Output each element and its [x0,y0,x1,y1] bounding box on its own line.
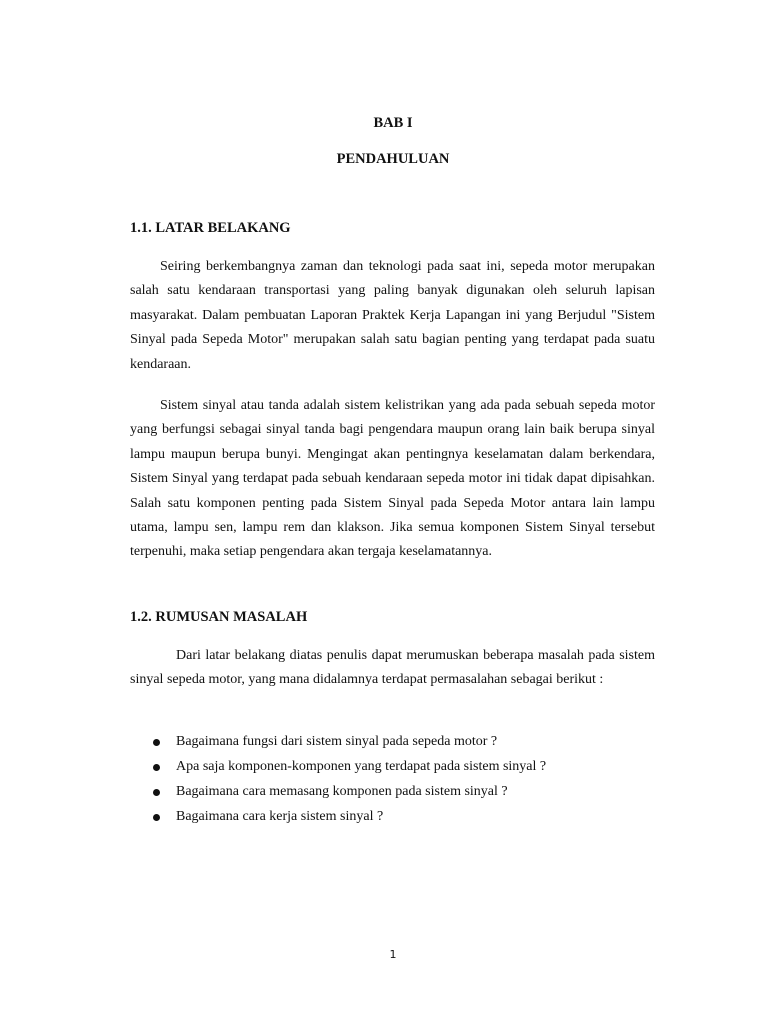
section-heading-latar-belakang: 1.1. LATAR BELAKANG [130,220,291,236]
bullet-icon [153,764,160,771]
list-item-text: Bagaimana cara memasang komponen pada sistem sinyal ? [176,784,508,799]
page-number: 1 [389,948,397,961]
bullet-icon [153,739,160,746]
paragraph-latar-belakang-2: Sistem sinyal atau tanda adalah sistem kelistrikan yang ada pada sebuah sepeda motor yang berfungsi sebagai sinyal tanda bagi pengendara maupun orang lain baik berupa sinyal lampu maupun berupa bunyi. Mengingat akan pentingnya keselamatan dalam berkendara, Sistem Sinyal yang terdapat pada sebuah kendaraan sepeda motor ini tidak dapat dipisahkan. Salah satu komponen penting pada Sistem Sinyal pada Sepeda Motor antara lain lampu utama, lampu sen, lampu rem dan klakson. Jika semua komponen Sistem Sinyal tersebut terpenuhi, maka setiap pengendara akan tergaja keselamatannya. [130,398,655,560]
chapter-label: BAB I [373,115,413,131]
paragraph-latar-belakang-1: Seiring berkembangnya zaman dan teknologi pada saat ini, sepeda motor merupakan salah satu kendaraan transportasi yang paling banyak digunakan oleh seluruh lapisan masyarakat. Dalam pembuatan Laporan Praktek Kerja Lapangan ini yang Berjudul "Sistem Sinyal pada Sepeda Motor" merupakan salah satu bagian penting yang terdapat pada suatu kendaraan. [130,259,655,372]
section-heading-rumusan-masalah: 1.2. RUMUSAN MASALAH [130,609,308,625]
list-item-text: Apa saja komponen-komponen yang terdapat pada sistem sinyal ? [176,759,547,774]
list-item-text: Bagaimana fungsi dari sistem sinyal pada sepeda motor ? [176,734,498,749]
chapter-title: PENDAHULUAN [336,151,450,167]
bullet-icon [153,789,160,796]
list-item [130,732,655,757]
list-item-text: Bagaimana cara kerja sistem sinyal ? [176,809,384,824]
paragraph-rumusan-masalah-intro: Dari latar belakang diatas penulis dapat merumuskan beberapa masalah pada sistem sinyal sepeda motor, yang mana didalamnya terdapat permasalahan sebagai berikut : [130,648,655,688]
problem-list [130,732,655,832]
list-item [130,782,655,807]
bullet-icon [153,814,160,821]
list-item [130,757,655,782]
list-item [130,807,655,832]
